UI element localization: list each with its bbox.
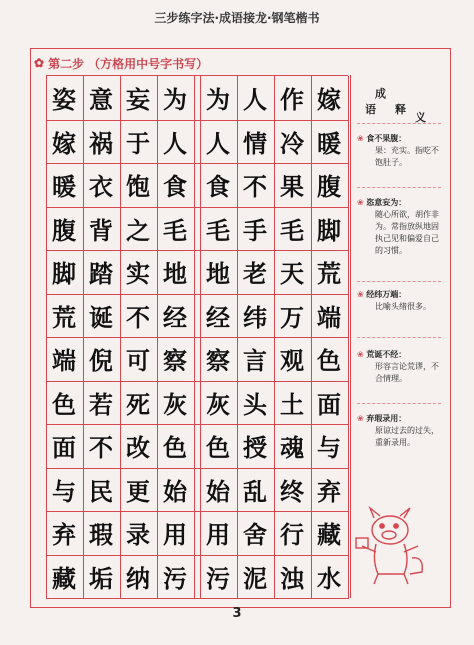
character-cell: 嫁 <box>317 85 341 115</box>
character-cell: 毛 <box>206 215 230 245</box>
divider <box>357 281 441 282</box>
character-cell: 天 <box>280 259 304 289</box>
character-cell: 老 <box>243 259 267 289</box>
page-number: 3 <box>232 606 242 621</box>
character-cell: 面 <box>52 433 76 463</box>
character-cell: 经 <box>163 302 187 332</box>
character-cell: 衣 <box>89 172 113 202</box>
divider <box>357 403 441 404</box>
character-cell: 手 <box>243 215 267 245</box>
character-cell: 人 <box>206 128 230 158</box>
character-cell: 垢 <box>89 563 113 593</box>
definition-term: 经纬万端： <box>366 290 407 299</box>
character-cell: 藏 <box>317 520 341 550</box>
character-cell: 万 <box>280 302 304 332</box>
character-cell: 于 <box>126 128 150 158</box>
character-cell: 祸 <box>89 128 113 158</box>
character-cell: 面 <box>317 389 341 419</box>
character-cell: 始 <box>206 476 230 506</box>
grid-line <box>237 76 238 599</box>
character-cell: 乱 <box>243 476 267 506</box>
character-cell: 地 <box>163 259 187 289</box>
character-cell: 为 <box>206 85 230 115</box>
character-cell: 荒 <box>52 302 76 332</box>
character-cell: 察 <box>163 346 187 376</box>
character-cell: 食 <box>163 172 187 202</box>
character-cell: 不 <box>89 433 113 463</box>
character-cell: 水 <box>317 563 341 593</box>
panel-title-char: 语 <box>365 103 376 116</box>
definition-term: 食不果腹： <box>366 134 407 143</box>
bullet-icon: ❀ <box>357 290 364 299</box>
character-cell: 纳 <box>126 563 150 593</box>
character-cell: 腹 <box>52 215 76 245</box>
definition-text: 随心所欲，胡作非为。常指放纵地固执己见和偏爱自己的习惯。 <box>375 210 439 255</box>
character-cell: 行 <box>280 520 304 550</box>
definition-text: 果：充实。指吃不饱肚子。 <box>375 146 439 167</box>
character-cell: 人 <box>163 128 187 158</box>
practice-row <box>46 468 348 513</box>
character-cell: 灰 <box>163 389 187 419</box>
step-title: 第二步 <box>48 56 85 71</box>
character-cell: 始 <box>163 476 187 506</box>
flower-icon: ✿ <box>34 56 45 70</box>
character-cell: 弃 <box>52 520 76 550</box>
character-cell: 果 <box>280 172 304 202</box>
grid-line <box>120 76 121 599</box>
character-cell: 与 <box>317 433 341 463</box>
character-cell: 姿 <box>52 85 76 115</box>
character-cell: 为 <box>163 85 187 115</box>
grid-line <box>274 76 275 599</box>
character-cell: 妄 <box>126 85 150 115</box>
character-cell: 魂 <box>280 433 304 463</box>
character-cell: 浊 <box>280 563 304 593</box>
practice-row <box>46 207 348 252</box>
character-cell: 饱 <box>126 172 150 202</box>
character-cell: 污 <box>206 563 230 593</box>
character-cell: 经 <box>206 302 230 332</box>
cartoon-pig-illustration <box>352 498 432 588</box>
grid-line <box>200 76 201 599</box>
character-cell: 冷 <box>280 128 304 158</box>
character-cell: 察 <box>206 346 230 376</box>
character-cell: 可 <box>126 346 150 376</box>
bullet-icon: ❀ <box>357 350 364 359</box>
panel-title-char: 释 <box>395 103 406 116</box>
grid-line <box>348 76 349 599</box>
character-cell: 端 <box>52 346 76 376</box>
definition-term: 弃瑕录用： <box>366 414 407 423</box>
practice-row <box>46 424 348 469</box>
character-cell: 踏 <box>89 259 113 289</box>
grid-line <box>194 76 195 599</box>
character-cell: 端 <box>317 302 341 332</box>
character-cell: 用 <box>206 520 230 550</box>
character-cell: 暖 <box>52 172 76 202</box>
character-cell: 头 <box>243 389 267 419</box>
character-cell: 人 <box>243 85 267 115</box>
character-cell: 纬 <box>243 302 267 332</box>
divider <box>357 123 441 124</box>
character-cell: 泥 <box>243 563 267 593</box>
character-cell: 言 <box>243 346 267 376</box>
practice-grid <box>46 75 348 599</box>
character-cell: 腹 <box>317 172 341 202</box>
character-cell: 不 <box>126 302 150 332</box>
definition-item <box>357 413 443 449</box>
definition-item <box>357 349 443 385</box>
practice-row <box>46 120 348 165</box>
definition-text: 形容言论荒谬，不合情理。 <box>375 362 439 383</box>
character-cell: 弃 <box>317 476 341 506</box>
divider <box>357 187 441 188</box>
character-cell: 脚 <box>52 259 76 289</box>
panel-title-char: 成 <box>375 87 386 100</box>
grid-line <box>83 76 84 599</box>
character-cell: 色 <box>317 346 341 376</box>
panel-title <box>351 81 447 124</box>
bullet-icon: ❀ <box>357 134 364 143</box>
character-cell: 毛 <box>280 215 304 245</box>
panel-title-char: 义 <box>415 111 426 124</box>
character-cell: 录 <box>126 520 150 550</box>
character-cell: 用 <box>163 520 187 550</box>
divider <box>357 337 441 338</box>
character-cell: 地 <box>206 259 230 289</box>
character-cell: 与 <box>52 476 76 506</box>
character-cell: 污 <box>163 563 187 593</box>
character-cell: 终 <box>280 476 304 506</box>
character-cell: 倪 <box>89 346 113 376</box>
character-cell: 藏 <box>52 563 76 593</box>
character-cell: 作 <box>280 85 304 115</box>
character-cell: 灰 <box>206 389 230 419</box>
definition-term: 恣意妄为： <box>366 198 407 207</box>
page-header: 三步练字法·成语接龙·钢笔楷书 <box>154 11 320 25</box>
character-cell: 之 <box>126 215 150 245</box>
bullet-icon: ❀ <box>357 414 364 423</box>
character-cell: 意 <box>89 85 113 115</box>
character-cell: 荒 <box>317 259 341 289</box>
definition-term: 荒诞不经： <box>366 350 407 359</box>
character-cell: 情 <box>243 128 267 158</box>
grid-line <box>157 76 158 599</box>
definition-item <box>357 289 443 313</box>
definition-text: 原谅过去的过失，重新录用。 <box>375 426 439 447</box>
character-cell: 色 <box>206 433 230 463</box>
practice-row <box>46 381 348 426</box>
character-cell: 授 <box>243 433 267 463</box>
character-cell: 死 <box>126 389 150 419</box>
character-cell: 诞 <box>89 302 113 332</box>
practice-row <box>46 250 348 295</box>
character-cell: 毛 <box>163 215 187 245</box>
character-cell: 食 <box>206 172 230 202</box>
practice-row <box>46 163 348 208</box>
character-cell: 若 <box>89 389 113 419</box>
definition-item <box>357 133 443 169</box>
practice-row <box>46 76 348 121</box>
character-cell: 更 <box>126 476 150 506</box>
character-cell: 不 <box>243 172 267 202</box>
practice-row <box>46 294 348 339</box>
bullet-icon: ❀ <box>357 198 364 207</box>
step-bar <box>34 52 334 74</box>
character-cell: 背 <box>89 215 113 245</box>
character-cell: 实 <box>126 259 150 289</box>
definition-item <box>357 197 443 257</box>
practice-row <box>46 555 348 600</box>
practice-row <box>46 511 348 556</box>
character-cell: 嫁 <box>52 128 76 158</box>
character-cell: 色 <box>163 433 187 463</box>
character-cell: 改 <box>126 433 150 463</box>
character-cell: 观 <box>280 346 304 376</box>
step-note: （方格用中号字书写） <box>88 56 209 71</box>
character-cell: 色 <box>52 389 76 419</box>
character-cell: 暖 <box>317 128 341 158</box>
character-cell: 土 <box>280 389 304 419</box>
grid-line <box>311 76 312 599</box>
character-cell: 瑕 <box>89 520 113 550</box>
character-cell: 舍 <box>243 520 267 550</box>
practice-row <box>46 337 348 382</box>
grid-line <box>46 76 47 599</box>
definition-text: 比喻头绪很多。 <box>375 302 431 311</box>
character-cell: 民 <box>89 476 113 506</box>
character-cell: 脚 <box>317 215 341 245</box>
